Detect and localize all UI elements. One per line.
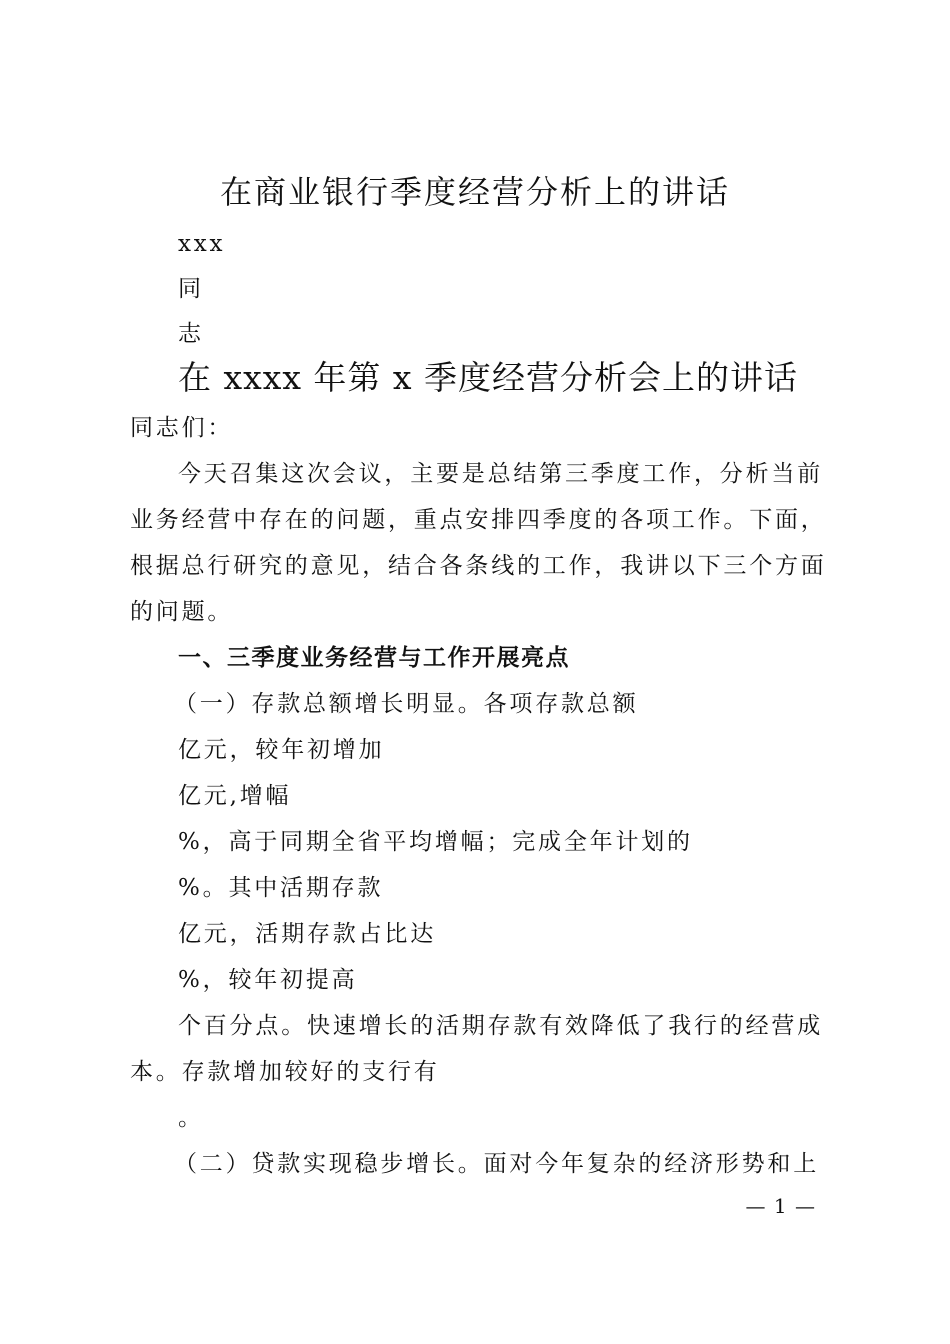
author-line-1: xxx: [178, 231, 226, 257]
salutation: 同志们：: [130, 415, 234, 441]
subsection-2-line-1: （二）贷款实现稳步增长。面对今年复杂的经济形势和上: [174, 1151, 819, 1177]
author-line-3: 志: [178, 321, 204, 347]
page-number: — 1 —: [745, 1194, 816, 1218]
subsection-1-line-7: %，较年初提高: [178, 967, 358, 993]
subsection-1-line-4: %，高于同期全省平均增幅；完成全年计划的: [178, 829, 693, 855]
subsection-1-line-9: 本。存款增加较好的支行有: [130, 1059, 440, 1085]
subsection-1-line-3: 亿元,增幅: [178, 783, 292, 809]
subsection-1-line-8: 个百分点。快速增长的活期存款有效降低了我行的经营成: [178, 1013, 823, 1039]
intro-line-3: 根据总行研究的意见，结合各条线的工作，我讲以下三个方面: [130, 553, 827, 579]
speech-title: 在 xxxx 年第 x 季度经营分析会上的讲话: [178, 358, 799, 397]
subsection-1-line-5: %。其中活期存款: [178, 875, 384, 901]
intro-line-1: 今天召集这次会议，主要是总结第三季度工作，分析当前: [178, 461, 823, 487]
author-line-2: 同: [178, 276, 204, 302]
subsection-1-line-6: 亿元，活期存款占比达: [178, 921, 436, 947]
document-title: 在商业银行季度经营分析上的讲话: [219, 173, 730, 211]
section-1-heading: 一、三季度业务经营与工作开展亮点: [178, 645, 570, 671]
intro-line-2: 业务经营中存在的问题，重点安排四季度的各项工作。下面，: [130, 507, 827, 533]
subsection-1-line-10: 。: [178, 1105, 204, 1131]
subsection-1-line-2: 亿元，较年初增加: [178, 737, 385, 763]
intro-line-4: 的问题。: [130, 599, 234, 625]
subsection-1-line-1: （一）存款总额增长明显。各项存款总额: [174, 691, 639, 717]
